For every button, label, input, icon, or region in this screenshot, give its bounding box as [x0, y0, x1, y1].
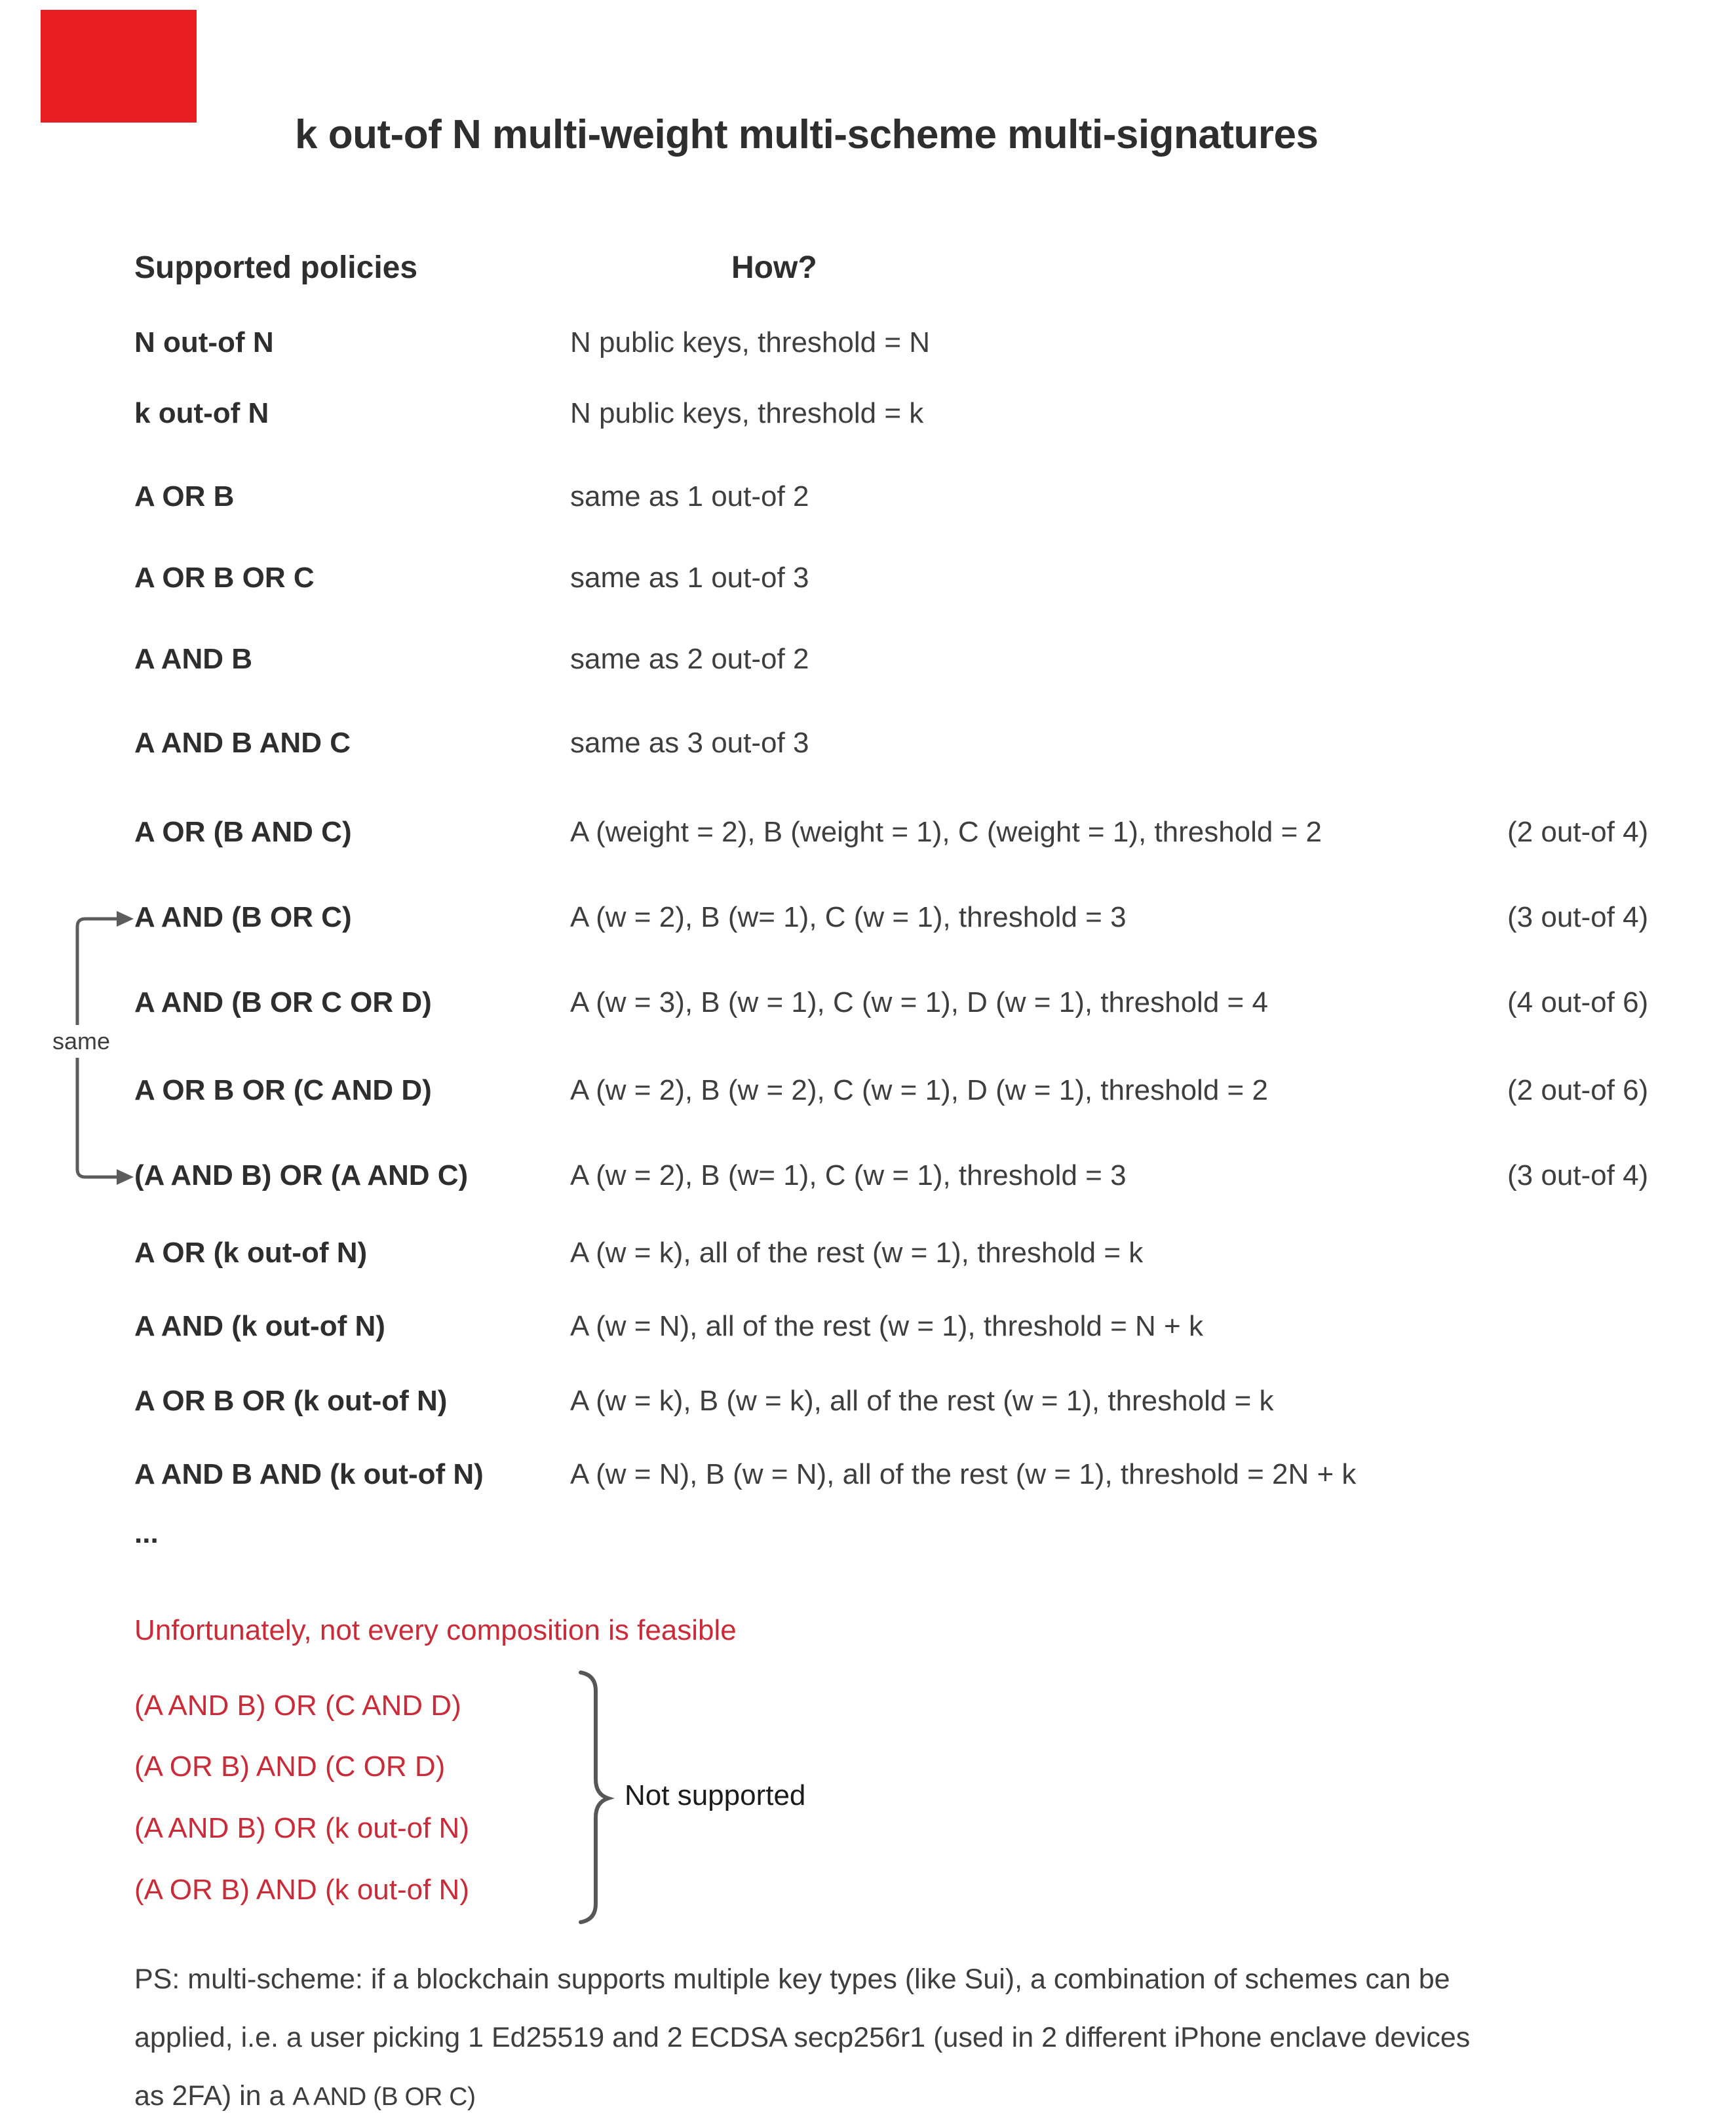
table-row: [0, 1074, 1736, 1111]
policy-cell: A OR (B AND C): [134, 816, 352, 848]
table-row: [0, 480, 1736, 517]
infeasible-item: (A AND B) OR (C AND D): [134, 1690, 461, 1722]
column-header-how: How?: [731, 250, 817, 285]
policy-cell: A AND (k out-of N): [134, 1310, 385, 1342]
policy-cell: A OR B: [134, 480, 235, 512]
how-cell: A (w = 2), B (w = 2), C (w = 1), D (w = 1), threshold = 2: [570, 1074, 1268, 1106]
same-label: same: [46, 1025, 117, 1058]
table-row: [0, 901, 1736, 938]
how-cell: A (w = k), all of the rest (w = 1), threshold = k: [570, 1237, 1144, 1269]
table-row: [0, 397, 1736, 434]
ps-line3-prefix: as 2FA) in a: [134, 2080, 293, 2112]
policy-cell: N out-of N: [134, 326, 274, 358]
ps-note-line2: applied, i.e. a user picking 1 Ed25519 and 2 ECDSA secp256r1 (used in 2 different iPhone enclave devices: [134, 2022, 1471, 2053]
table-row: [0, 1310, 1736, 1347]
table-row: [0, 326, 1736, 363]
how-cell: A (w = k), B (w = k), all of the rest (w = 1), threshold = k: [570, 1385, 1274, 1417]
table-row: [0, 727, 1736, 763]
table-row: [0, 1385, 1736, 1421]
policy-cell: A OR B OR (k out-of N): [134, 1385, 448, 1417]
policy-cell: A OR (k out-of N): [134, 1237, 368, 1269]
note-cell: (4 out-of 6): [1507, 986, 1649, 1018]
red-marker: [41, 10, 197, 123]
policy-cell: k out-of N: [134, 397, 269, 429]
table-row: [0, 1237, 1736, 1273]
note-cell: (3 out-of 4): [1507, 901, 1649, 933]
curly-brace: [570, 1665, 623, 1933]
table-row: [0, 643, 1736, 680]
policy-cell: A AND (B OR C OR D): [134, 986, 432, 1018]
how-cell: A (w = 2), B (w= 1), C (w = 1), threshold = 3: [570, 1159, 1127, 1191]
policy-cell: A AND B AND C: [134, 727, 351, 759]
how-cell: N public keys, threshold = k: [570, 397, 924, 429]
table-row: [0, 562, 1736, 598]
note-cell: (3 out-of 4): [1507, 1159, 1649, 1191]
infeasible-intro: Unfortunately, not every composition is feasible: [134, 1614, 737, 1646]
table-row: [0, 986, 1736, 1023]
arrowhead-top: [117, 911, 134, 927]
how-cell: same as 1 out-of 3: [570, 562, 809, 594]
ps-note-line1: PS: multi-scheme: if a blockchain supports multiple key types (like Sui), a combination of schemes can be: [134, 1963, 1450, 1995]
table-row: [0, 1159, 1736, 1196]
table-row: [0, 816, 1736, 853]
infeasible-item: (A AND B) OR (k out-of N): [134, 1812, 469, 1844]
how-cell: same as 3 out-of 3: [570, 727, 809, 759]
ps-line3-policy: A AND (B OR C): [292, 2083, 476, 2111]
how-cell: A (w = 2), B (w= 1), C (w = 1), threshold = 3: [570, 901, 1127, 933]
table-row: [0, 1458, 1736, 1495]
ellipsis: ...: [134, 1517, 159, 1549]
column-header-policies: Supported policies: [134, 250, 418, 285]
infeasible-item: (A OR B) AND (C OR D): [134, 1750, 446, 1783]
ps-note-line3: [134, 2080, 475, 2112]
how-cell: A (w = 3), B (w = 1), C (w = 1), D (w = 1), threshold = 4: [570, 986, 1268, 1018]
policy-cell: (A AND B) OR (A AND C): [134, 1159, 469, 1191]
note-cell: (2 out-of 4): [1507, 816, 1649, 848]
how-cell: A (weight = 2), B (weight = 1), C (weight = 1), threshold = 2: [570, 816, 1322, 848]
how-cell: A (w = N), all of the rest (w = 1), threshold = N + k: [570, 1310, 1203, 1342]
policy-cell: A AND B AND (k out-of N): [134, 1458, 484, 1490]
arrowhead-bottom: [117, 1169, 134, 1185]
how-cell: same as 2 out-of 2: [570, 643, 809, 675]
infeasible-item: (A OR B) AND (k out-of N): [134, 1874, 469, 1906]
how-cell: N public keys, threshold = N: [570, 326, 931, 358]
page-title: k out-of N multi-weight multi-scheme multi-signatures: [295, 112, 1319, 157]
note-cell: (2 out-of 6): [1507, 1074, 1649, 1106]
policy-cell: A OR B OR (C AND D): [134, 1074, 432, 1106]
policy-cell: A AND B: [134, 643, 253, 675]
how-cell: A (w = N), B (w = N), all of the rest (w = 1), threshold = 2N + k: [570, 1458, 1357, 1490]
policy-cell: A OR B OR C: [134, 562, 315, 594]
how-cell: same as 1 out-of 2: [570, 480, 809, 512]
policy-cell: A AND (B OR C): [134, 901, 352, 933]
not-supported-label: Not supported: [625, 1779, 806, 1811]
